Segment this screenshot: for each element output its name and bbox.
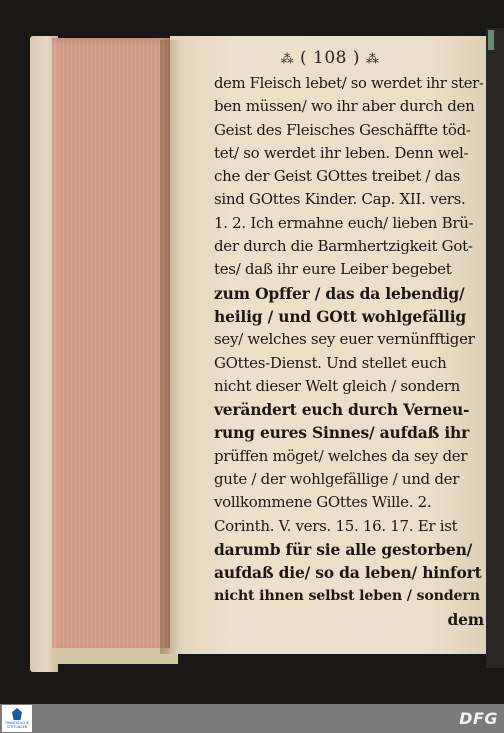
text-line: heilig / und GOtt wohlgefällig [214,306,467,326]
text-line: 1. 2. Ich ermahne euch/ lieben Brü- [214,213,474,232]
text-line: sind GOttes Kinder. Cap. XII. vers. [214,190,466,209]
text-line: nicht ihnen selbst leben / sondern [214,587,480,604]
text-line: che der Geist GOttes treibet / das [214,167,460,186]
text-line: vollkommene GOttes Wille. 2. [214,493,432,512]
text-line: gute / der wohlgefällige / und der [214,470,460,489]
page-header [170,48,490,68]
logo-caption: FRANCKESCHE STIFTUNGEN [5,721,29,729]
text-line: rung eures Sinnes/ aufdaß ihr [214,423,470,443]
text-line: ben müssen/ wo ihr aber durch den [214,97,475,116]
text-line: tet/ so werdet ihr leben. Denn wel- [214,143,469,162]
text-line: dem [447,609,484,629]
page-text-body [214,72,484,631]
text-line: GOttes-Dienst. Und stellet euch [214,353,447,372]
footer-bar [0,704,504,733]
text-line: darumb für sie alle gestorben/ [214,539,473,559]
dfg-logo[interactable]: DFG [459,709,498,728]
text-line: Geist des Fleisches Geschäffte töd- [214,120,471,139]
page-number: ( 108 ) [299,48,361,68]
franckesche-stiftungen-logo[interactable] [2,705,32,732]
text-line: Corinth. V. vers. 15. 16. 17. Er ist [214,516,458,535]
text-line: zum Opffer / das da lebendig/ [214,283,465,303]
page-gutter-shadow [160,40,182,654]
text-line: nicht dieser Welt gleich / sondern [214,376,460,395]
back-board [486,28,504,668]
ornament-right: ⁂ [365,52,380,67]
page-edges-stack [52,38,172,654]
text-line: verändert euch durch Verneu- [214,400,470,420]
bookmark-edge [488,30,494,50]
ornament-left: ⁂ [280,52,295,67]
logo-emblem-icon [12,708,22,720]
text-line: dem Fleisch lebet/ so werdet ihr ster- [214,75,484,92]
text-line: aufdaß die/ so da leben/ hinfort [214,563,482,583]
text-line: tes/ daß ihr eure Leiber begebet [214,260,452,279]
text-line: prüffen möget/ welches da sey der [214,446,468,465]
text-line: sey/ welches sey euer vernünfftiger [214,330,475,349]
text-line: der durch die Barmhertzigkeit Got- [214,237,473,256]
